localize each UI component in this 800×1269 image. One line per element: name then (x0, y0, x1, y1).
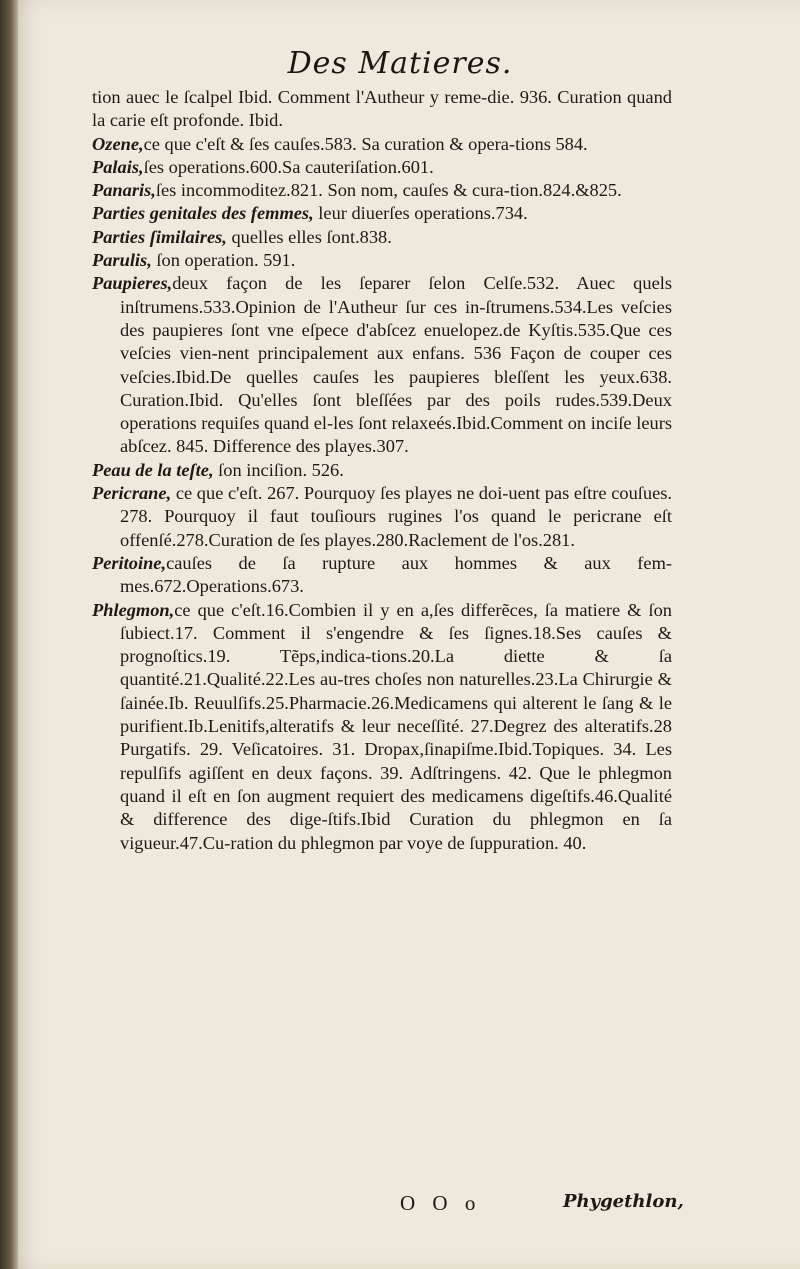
entry-headword: Panaris, (92, 180, 156, 201)
entry-text: quelles elles ſont.838. (231, 226, 392, 247)
entry-text: tion auec le ſcalpel Ibid. Comment l'Autheur y reme-die. 936. Curation quand la carie eſt profonde. Ibid. (92, 87, 672, 131)
entry-headword: Peritoine, (92, 552, 167, 573)
index-entry (92, 156, 672, 179)
entry-headword: Pericrane, (92, 483, 172, 504)
running-header: Des Matieres. (287, 46, 513, 81)
index-entry (92, 133, 672, 156)
entry-headword: Parties genitales des femmes, (92, 203, 314, 224)
entry-headword: Parties ſimilaires, (92, 226, 227, 247)
entry-text: leur diuerſes operations.734. (318, 203, 528, 224)
index-entry (92, 226, 672, 249)
entry-headword: Peau de la teſte, (92, 459, 214, 480)
index-entry (92, 179, 672, 202)
entry-headword: Phlegmon, (92, 599, 175, 620)
entry-headword: Paupieres, (92, 273, 173, 294)
index-entry (92, 272, 672, 458)
page-binding (0, 0, 18, 1269)
index-entry (92, 249, 672, 272)
entry-text: ſon operation. 591. (156, 250, 296, 271)
index-entry (92, 86, 672, 133)
entry-headword: Palais, (92, 156, 144, 177)
entry-text: ce que c'eſt.16.Combien il y en a,ſes differẽces, ſa matiere & ſon ſubiect.17. Comment il s'engendre & ſes ſignes.18.Ses cauſes & prognoſtics.19. Tẽps,indica-tions.20.La diette & ſa quantité.21.Qualité.22.Les au-tres choſes non naturelles.23.La Chirurgie & ſainée.Ib. Reuulſifs.25.Pharmacie.26.Medicamens qui alterent le ſang & le purifient.Ib.Lenitifs,alteratifs & leur neceſſité. 27.Degrez des alteratifs.28 Purgatifs. 29. Veſicatoires. 31. Dropax,ſinapiſme.Ibid.Topiques. 34. Les repulſifs agiſſent en deux façons. 39. Adſtringens. 42. Que le phlegmon quand il eſt en ſon augment requiert des medicamens digeſtifs.46.Qualité & difference des dige-ſtifs.Ibid Curation du phlegmon en ſa vigueur.47.Cu-ration du phlegmon par voye de ſuppuration. 40. (120, 599, 672, 853)
entry-text: ſon inciſion. 526. (218, 459, 344, 480)
entry-headword: Parulis, (92, 250, 152, 271)
index-entry (92, 459, 672, 482)
entry-text: ce que c'eſt. 267. Pourquoy ſes playes ne doi-uent pas eſtre couſues. 278. Pourquoy il faut touſiours rugines l'os quand le pericrane eſt offenſé.278.Curation de ſes playes.280.Raclement de l'os.281. (120, 483, 672, 550)
entry-headword: Ozene, (92, 133, 144, 154)
entry-text: ce que c'eſt & ſes cauſes.583. Sa curation & opera-tions 584. (143, 133, 588, 154)
index-entry (92, 482, 672, 552)
signature-mark: O O o (400, 1191, 482, 1215)
entry-text: cauſes de ſa rupture aux hommes & aux fem-mes.672.Operations.673. (120, 552, 672, 597)
catchword: Phygethlon, (563, 1191, 684, 1212)
index-entry (92, 599, 672, 855)
index-entry (92, 552, 672, 599)
entry-text: ſes incommoditez.821. Son nom, cauſes & cura-tion.824.&825. (155, 180, 622, 201)
entry-text: ſes operations.600.Sa cauteriſation.601. (143, 156, 434, 177)
entry-text: deux façon de les ſeparer ſelon Celſe.532. Auec quels inſtrumens.533.Opinion de l'Autheur ſur ces in-ſtrumens.534.Les veſcies des paupieres ſont vne eſpece d'abſcez enuelopez.de Kyſtis.535.Que ces veſcies vien-nent principalement aux enfans. 536 Façon de couper ces veſcies.Ibid.De quelles cauſes les paupieres bleſſent les yeux.638. Curation.Ibid. Qu'elles ſont bleſſées par des poils rudes.539.Deux operations requiſes quand el-les ſont relaxeés.Ibid.Comment on inciſe leurs abſcez. 845. Difference des playes.307. (120, 273, 672, 457)
index-entry (92, 202, 672, 225)
index-body (92, 86, 672, 855)
